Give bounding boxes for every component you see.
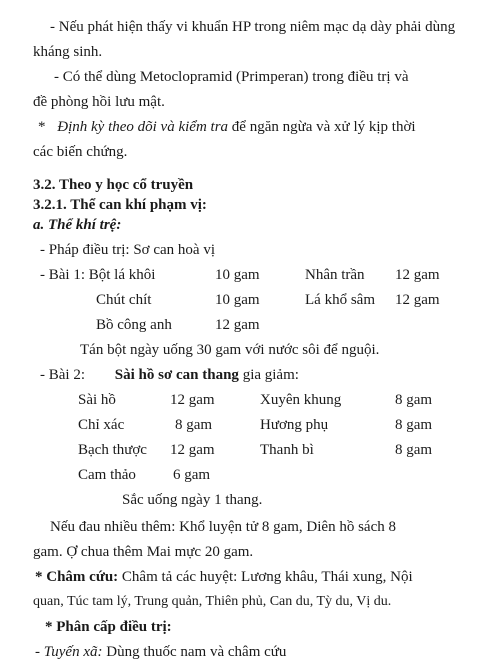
bai2-item-name: Hương phụ (260, 417, 329, 433)
extra-line1: Nếu đau nhiều thêm: Khổ luyện tử 8 gam, Diên hồ sách 8 (50, 519, 396, 535)
bai2-item-name: Chỉ xác (78, 417, 125, 433)
bai1-first-qty: 10 gam (215, 267, 260, 283)
bullet-star: * (38, 119, 46, 135)
bai1-item-qty: 12 gam (215, 317, 260, 333)
para-followup-line1 (38, 120, 416, 135)
bai2-item-name: Sài hồ (78, 392, 116, 408)
bai2-item-name: Cam thảo (78, 467, 136, 483)
bai2-item-name: Thanh bì (260, 442, 314, 458)
bai1-item-name: Nhân trần (305, 267, 365, 283)
acupuncture-label: * Châm cứu: (35, 569, 119, 585)
bai1-note: Tán bột ngày uống 30 gam với nước sôi để nguội. (80, 342, 380, 358)
extra-line2: gam. Ợ chua thêm Mai mực 20 gam. (33, 544, 254, 560)
tuyen-xa-line (35, 645, 286, 660)
bai2-title-suffix: gia giảm: (238, 367, 299, 383)
followup-italic: Định kỳ theo dõi và kiểm tra (57, 119, 229, 135)
para-followup-line2: các biến chứng. (33, 144, 128, 160)
bai2-item-qty: 6 gam (173, 467, 211, 483)
para-hp-line1: - Nếu phát hiện thấy vi khuẩn HP trong niêm mạc dạ dày phải dùng (50, 19, 456, 35)
tuyen-xa-label: - Tuyến xã: (35, 644, 103, 660)
method-line: - Pháp điều trị: Sơ can hoà vị (40, 242, 215, 258)
bai2-item-qty: 8 gam (395, 392, 433, 408)
bai2-item-qty: 12 gam (170, 392, 215, 408)
para-metoclopramid-line1: - Có thể dùng Metoclopramid (Primperan) trong điều trị và (54, 69, 409, 85)
bai2-item-name: Bạch thược (78, 442, 147, 458)
bai1-item-name: Lá khổ sâm (305, 292, 375, 308)
bai2-item-qty: 8 gam (175, 417, 213, 433)
bai1-item-qty: 12 gam (395, 292, 440, 308)
bai1-item-name: Chút chít (96, 292, 152, 308)
bai2-item-name: Xuyên khung (260, 392, 342, 408)
acupuncture-text: Châm tả các huyệt: Lương khâu, Thái xung, Nội (118, 569, 413, 585)
bai2-item-qty: 8 gam (395, 442, 433, 458)
heading-a: a. Thể khí trệ: (33, 217, 122, 233)
bai1-item-qty: 10 gam (215, 292, 260, 308)
acupuncture-line1 (35, 570, 413, 585)
bai2-label-text: - Bài 2: (40, 367, 85, 383)
bai1-item-qty: 12 gam (395, 267, 440, 283)
levels-heading: * Phân cấp điều trị: (45, 619, 172, 635)
bai1-item-name: Bồ công anh (96, 317, 172, 333)
para-metoclopramid-line2: đề phòng hồi lưu mật. (33, 94, 165, 110)
bai2-title: Sài hồ sơ can thang (114, 367, 239, 383)
para-hp-line2: kháng sinh. (33, 44, 103, 60)
subsection-heading: 3.2.1. Thể can khí phạm vị: (33, 197, 207, 213)
followup-rest: để ngăn ngừa và xử lý kịp thời (228, 119, 416, 135)
section-heading: 3.2. Theo y học cổ truyền (33, 177, 194, 193)
bai2-item-qty: 8 gam (395, 417, 433, 433)
tuyen-xa-text: Dùng thuốc nam và châm cứu (102, 644, 287, 660)
bai2-item-qty: 12 gam (170, 442, 215, 458)
bai2-label (40, 368, 299, 383)
bai2-note: Sắc uống ngày 1 thang. (122, 492, 263, 508)
acupuncture-line2: quan, Túc tam lý, Trung quản, Thiên phủ, Can du, Tỳ du, Vị du. (33, 594, 392, 609)
bai1-label: - Bài 1: Bột lá khôi (40, 267, 156, 283)
